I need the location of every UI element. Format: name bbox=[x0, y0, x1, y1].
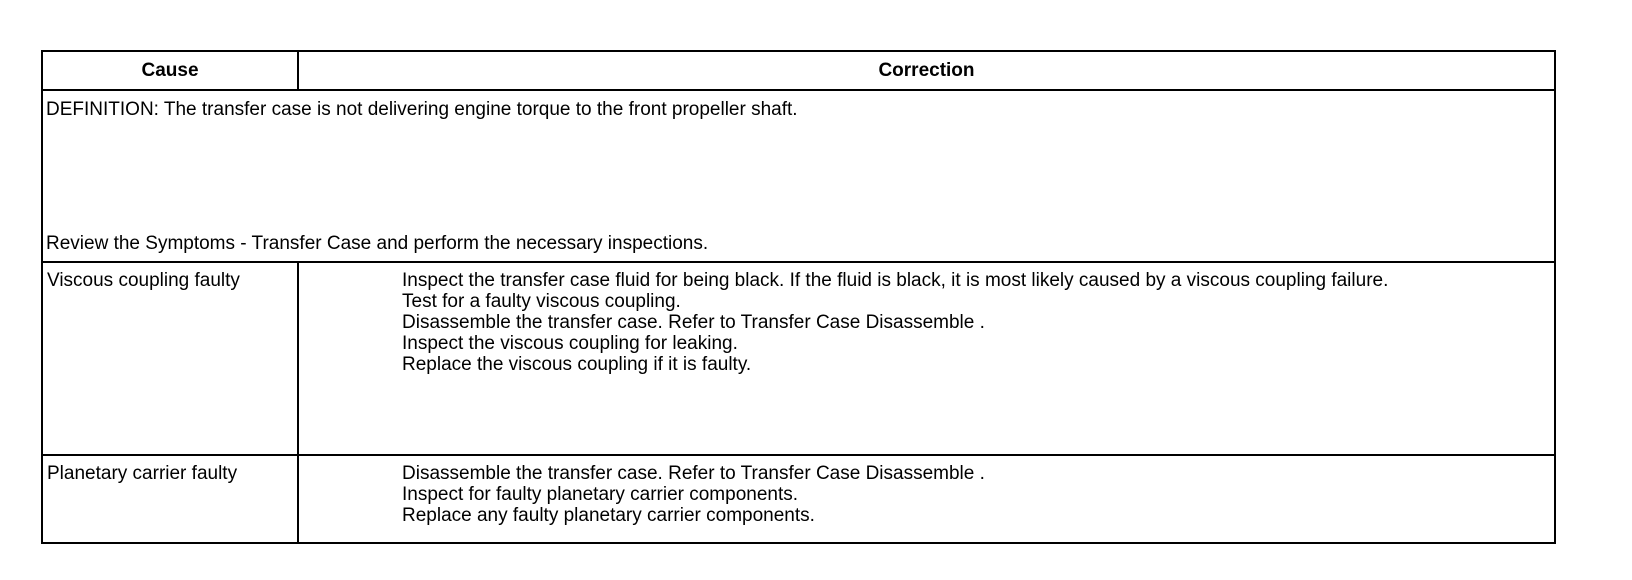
correction-step: Disassemble the transfer case. Refer to Transfer Case Disassemble . bbox=[402, 463, 985, 484]
cause-cell bbox=[42, 262, 298, 455]
table-header-row bbox=[42, 51, 1555, 90]
diagnostic-table bbox=[41, 50, 1556, 544]
correction-step: Disassemble the transfer case. Refer to Transfer Case Disassemble . bbox=[402, 312, 985, 333]
correction-step: Inspect the viscous coupling for leaking. bbox=[402, 333, 738, 354]
definition-text: DEFINITION: The transfer case is not delivering engine torque to the front propeller shaft. bbox=[46, 99, 798, 120]
correction-cell bbox=[298, 455, 1555, 543]
correction-header: Correction bbox=[298, 51, 1555, 90]
review-symptoms-text: Review the Symptoms - Transfer Case and perform the necessary inspections. bbox=[46, 233, 709, 254]
correction-step: Replace the viscous coupling if it is faulty. bbox=[402, 354, 752, 375]
definition-cell bbox=[42, 90, 1555, 262]
cause-text: Planetary carrier faulty bbox=[47, 463, 238, 484]
correction-step: Inspect for faulty planetary carrier components. bbox=[402, 484, 799, 505]
cause-cell bbox=[42, 455, 298, 543]
correction-step: Replace any faulty planetary carrier components. bbox=[402, 505, 815, 526]
table-row bbox=[42, 455, 1555, 543]
correction-step: Test for a faulty viscous coupling. bbox=[402, 291, 681, 312]
correction-step: Inspect the transfer case fluid for being black. If the fluid is black, it is most likely caused by a viscous coupling failure. bbox=[402, 270, 1389, 291]
cause-text: Viscous coupling faulty bbox=[47, 270, 240, 291]
correction-cell bbox=[298, 262, 1555, 455]
table-row bbox=[42, 262, 1555, 455]
definition-row bbox=[42, 90, 1555, 262]
cause-header: Cause bbox=[42, 51, 298, 90]
